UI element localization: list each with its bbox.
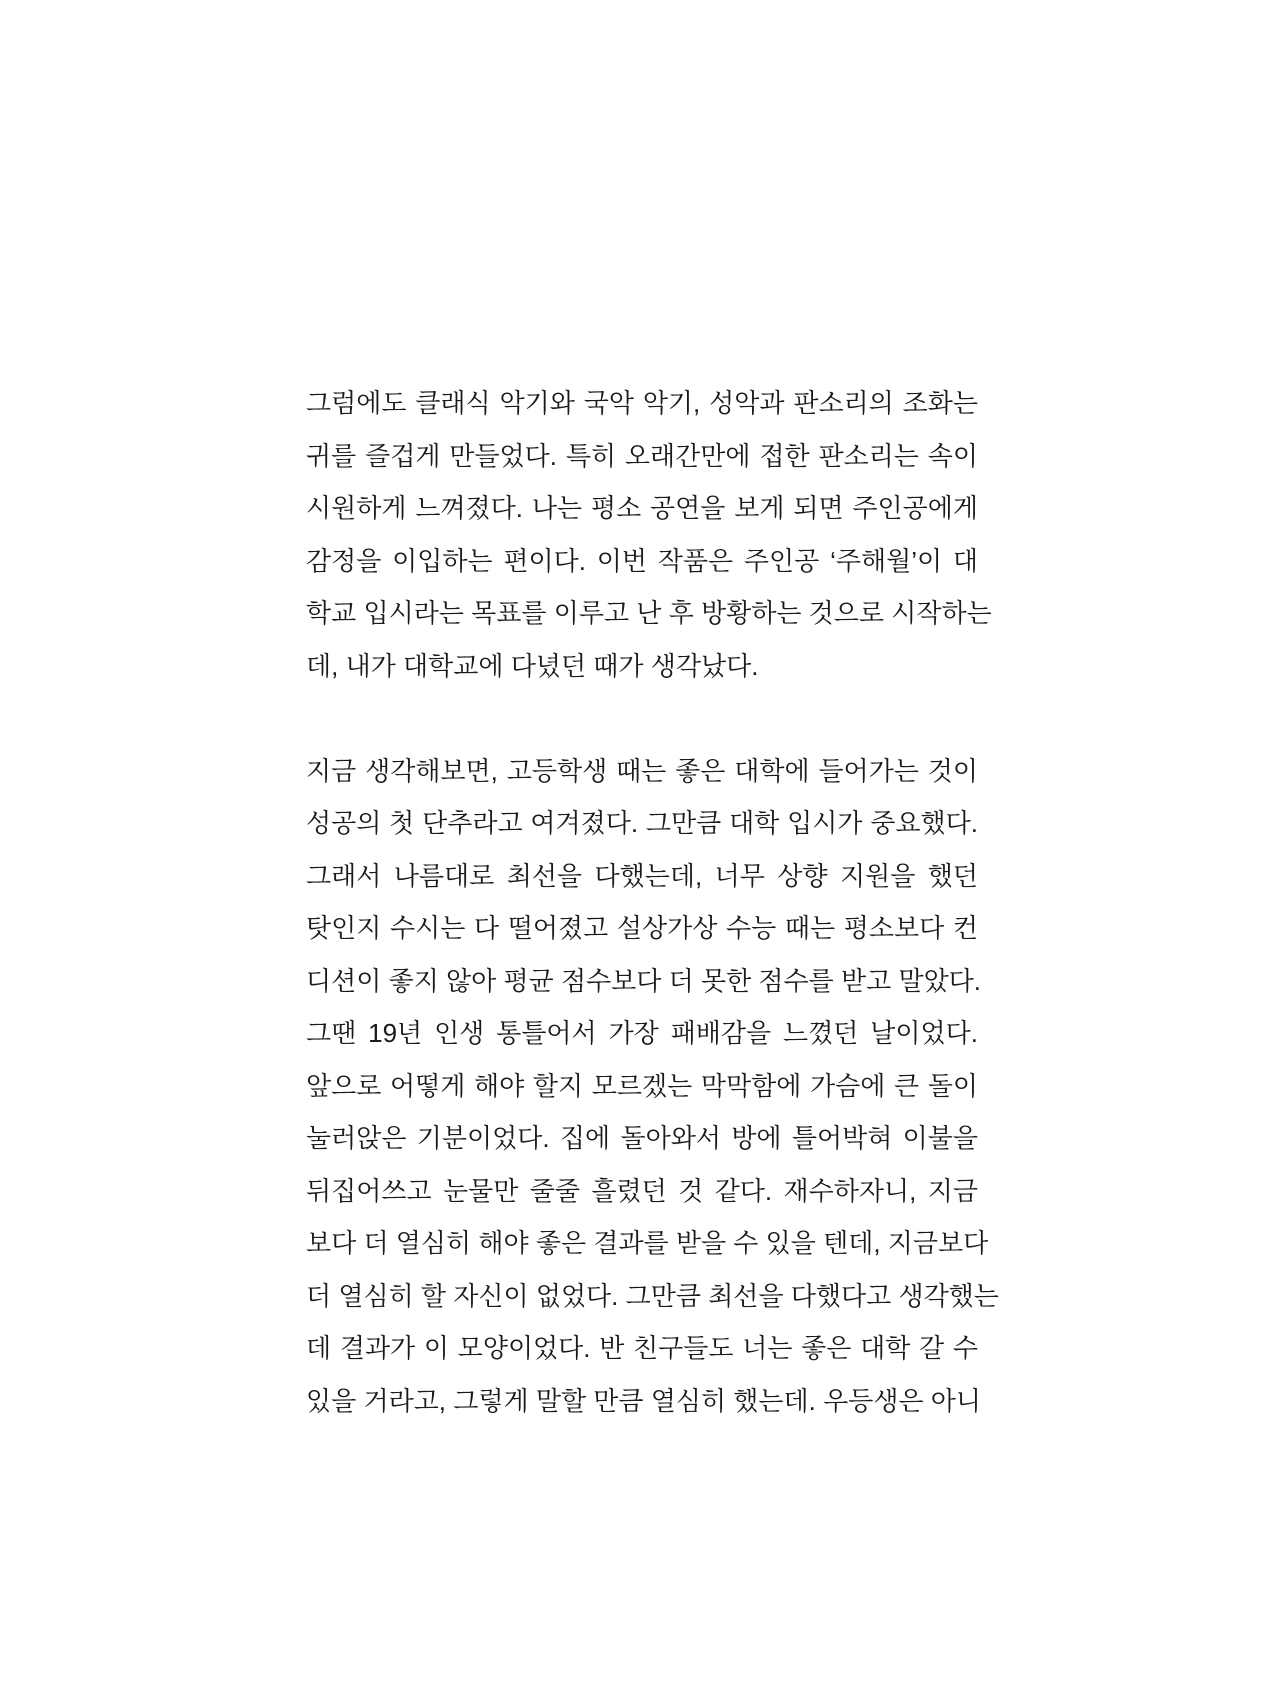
text-line: 디션이 좋지 않아 평균 점수보다 더 못한 점수를 받고 말았다. — [306, 965, 982, 996]
text-line: 귀를 즐겁게 만들었다. 특히 오래간만에 접한 판소리는 속이 — [306, 440, 978, 471]
text-line: 뒤집어쓰고 눈물만 줄줄 흘렸던 것 같다. 재수하자니, 지금 — [306, 1175, 978, 1206]
text-line: 그럼에도 클래식 악기와 국악 악기, 성악과 판소리의 조화는 — [306, 388, 978, 418]
text-line: 데, 내가 대학교에 다녔던 때가 생각났다. — [306, 650, 759, 681]
text-line: 시원하게 느껴졌다. 나는 평소 공연을 보게 되면 주인공에게 — [306, 493, 978, 523]
text-line: 지금 생각해보면, 고등학생 때는 좋은 대학에 들어가는 것이 — [306, 755, 978, 786]
text-line: 앞으로 어떻게 해야 할지 모르겠는 막막함에 가슴에 큰 돌이 — [306, 1070, 978, 1101]
text-line: 데 결과가 이 모양이었다. 반 친구들도 너는 좋은 대학 갈 수 — [306, 1333, 978, 1363]
text-line: 그래서 나름대로 최선을 다했는데, 너무 상향 지원을 했던 — [306, 860, 978, 891]
paragraph-1 — [306, 377, 992, 692]
text-line: 더 열심히 할 자신이 없었다. 그만큼 최선을 다했다고 생각했는 — [306, 1280, 999, 1311]
paragraph-2 — [306, 745, 999, 1428]
text-line: 학교 입시라는 목표를 이루고 난 후 방황하는 것으로 시작하는 — [306, 598, 992, 628]
text-line: 있을 거라고, 그렇게 말할 만큼 열심히 했는데. 우등생은 아니 — [306, 1385, 982, 1416]
text-line: 보다 더 열심히 해야 좋은 결과를 받을 수 있을 텐데, 지금보다 — [306, 1228, 989, 1258]
text-line: 탓인지 수시는 다 떨어졌고 설상가상 수능 때는 평소보다 컨 — [306, 913, 978, 943]
text-line: 눌러앉은 기분이었다. 집에 돌아와서 방에 틀어박혀 이불을 — [306, 1123, 978, 1153]
text-line: 감정을 이입하는 편이다. 이번 작품은 주인공 ‘주해월’이 대 — [306, 545, 978, 576]
document-page — [306, 377, 999, 1427]
text-line: 그땐 19년 인생 통틀어서 가장 패배감을 느꼈던 날이었다. — [306, 1018, 978, 1048]
text-line: 성공의 첫 단추라고 여겨졌다. 그만큼 대학 입시가 중요했다. — [306, 808, 978, 838]
